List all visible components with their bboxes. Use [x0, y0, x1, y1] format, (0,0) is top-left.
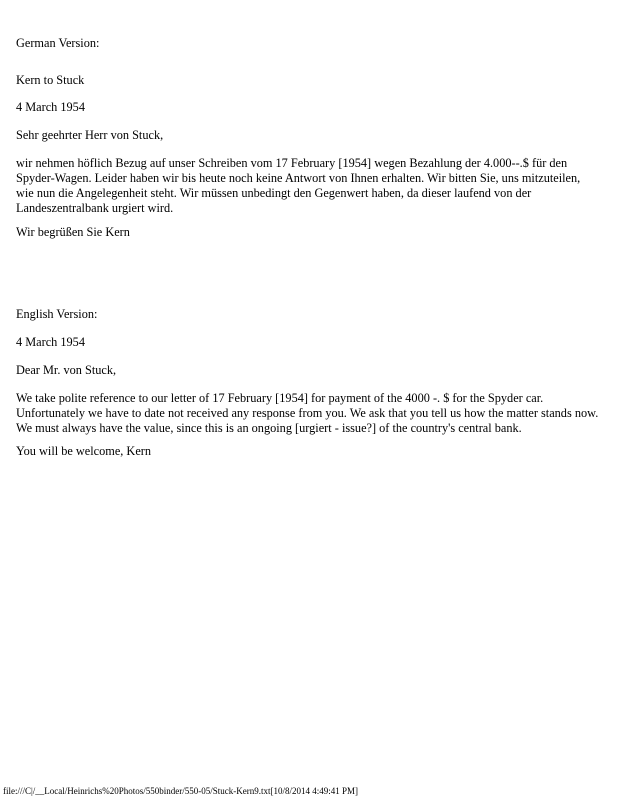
german-date: 4 March 1954: [16, 100, 85, 114]
english-body-line: We take polite reference to our letter of 17 February [1954] for payment of the 4000 -. $ for the Spyder car.: [16, 391, 544, 405]
english-date: 4 March 1954: [16, 335, 85, 349]
german-body-line: Landeszentralbank urgiert wird.: [16, 201, 174, 215]
file-path-footer: file:///C|/__Local/Heinrichs%20Photos/550binder/550-05/Stuck-Kern9.txt[10/8/2014 4:49:41 PM]: [3, 786, 359, 796]
german-body-line: wie nun die Angelegenheit steht. Wir müssen unbedingt den Gegenwert haben, da dieser laufend von der: [16, 186, 532, 200]
german-recipient-line: Kern to Stuck: [16, 73, 85, 87]
english-body-line: We must always have the value, since this is an ongoing [urgiert - issue?] of the country's central bank.: [16, 421, 522, 435]
english-closing: You will be welcome, Kern: [16, 444, 152, 458]
english-salutation: Dear Mr. von Stuck,: [16, 363, 117, 377]
german-body-line: Spyder-Wagen. Leider haben wir bis heute noch keine Antwort von Ihnen erhalten. Wir bitten Sie, uns mitzuteilen,: [16, 171, 581, 185]
german-salutation: Sehr geehrter Herr von Stuck,: [16, 128, 164, 142]
english-heading: English Version:: [16, 307, 98, 321]
german-closing: Wir begrüßen Sie Kern: [16, 225, 130, 239]
english-body: [16, 391, 606, 436]
german-heading: German Version:: [16, 36, 100, 50]
english-body-line: Unfortunately we have to date not received any response from you. We ask that you tell us how the matter stands now.: [16, 406, 599, 420]
german-body-line: wir nehmen höflich Bezug auf unser Schreiben vom 17 February [1954] wegen Bezahlung der 4.000--.$ für den: [16, 156, 568, 170]
german-body: [16, 156, 606, 216]
